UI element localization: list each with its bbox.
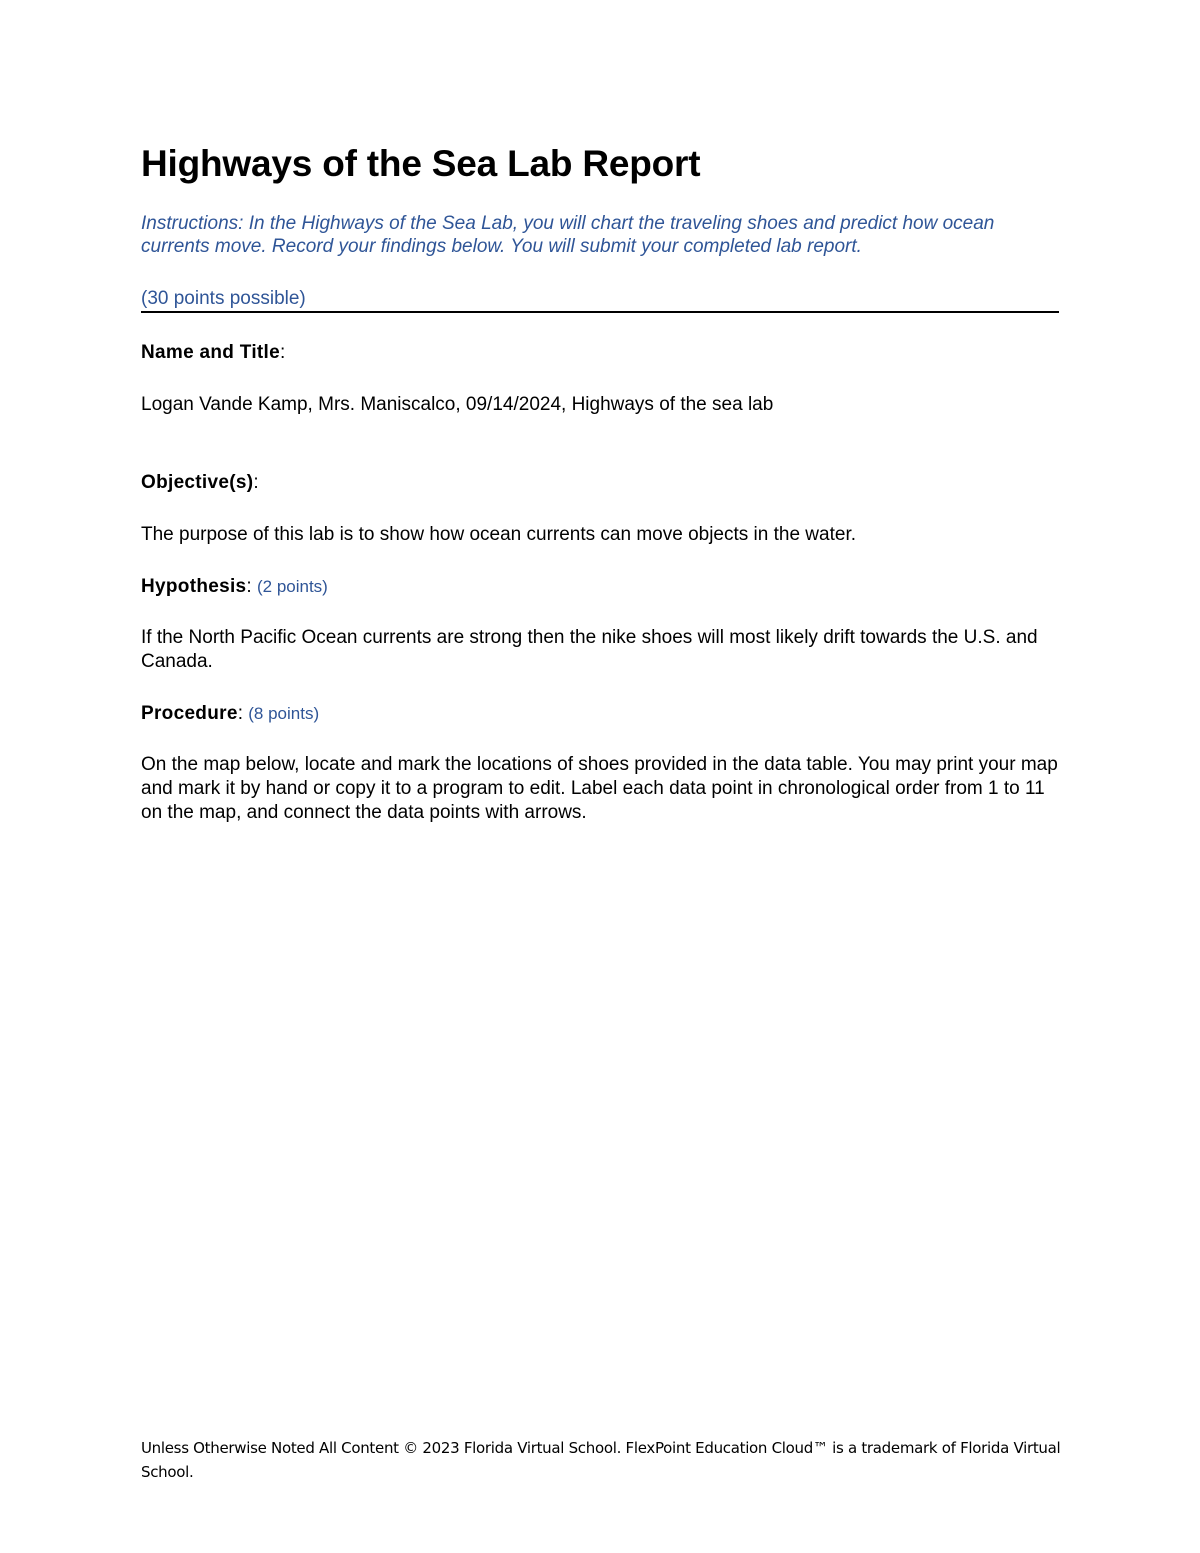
name-and-title-heading	[141, 341, 1059, 365]
hypothesis-heading	[141, 575, 1059, 599]
procedure-colon: :	[237, 703, 249, 724]
document-body	[141, 140, 1059, 825]
points-possible: (30 points possible)	[141, 287, 1059, 313]
hypothesis-text: If the North Pacific Ocean currents are strong then the nike shoes will most likely drift towards the U.S. and Canada.	[141, 627, 1038, 672]
objective-colon: :	[253, 472, 259, 493]
procedure-label: Procedure	[141, 703, 238, 724]
hypothesis-points: (2 points)	[256, 577, 328, 596]
procedure-text: On the map below, locate and mark the locations of shoes provided in the data table. You may print your map and mark it by hand or copy it to a program to edit. Label each data point in chronological order from 1 to 11 on the map, and connect the data points with arrows.	[141, 754, 1058, 823]
procedure-points: (8 points)	[248, 704, 320, 723]
name-and-title-label: Name and Title	[141, 342, 280, 363]
objective-label: Objective(s)	[141, 472, 254, 493]
objective-text: The purpose of this lab is to show how ocean currents can move objects in the water.	[141, 524, 856, 545]
copyright-footer: Unless Otherwise Noted All Content © 2023 Florida Virtual School. FlexPoint Education Cloud™ is a trademark of Florida Virtual School.	[141, 1439, 1061, 1481]
name-and-title-colon: :	[280, 342, 286, 363]
hypothesis-colon: :	[246, 576, 257, 597]
hypothesis-label: Hypothesis	[141, 576, 247, 597]
procedure-heading	[141, 702, 1059, 726]
instructions-text: Instructions: In the Highways of the Sea Lab, you will chart the traveling shoes and predict how ocean currents move. Record your findings below. You will submit your completed lab report.	[141, 213, 995, 257]
document-title: Highways of the Sea Lab Report	[141, 143, 701, 184]
name-and-title-text: Logan Vande Kamp, Mrs. Maniscalco, 09/14/2024, Highways of the sea lab	[141, 394, 774, 415]
objective-heading	[141, 471, 1059, 495]
